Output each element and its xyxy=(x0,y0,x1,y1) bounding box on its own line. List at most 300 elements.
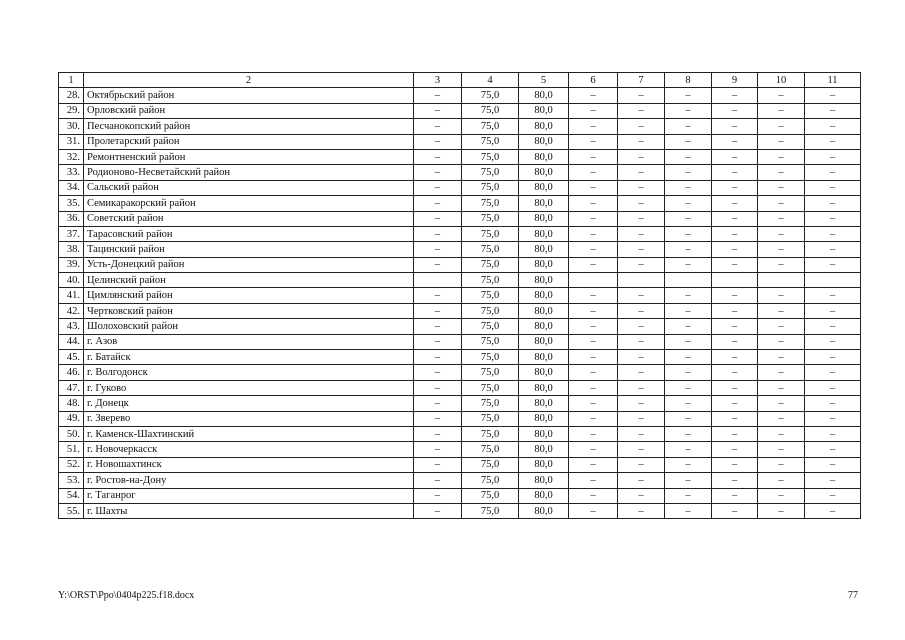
table-row xyxy=(59,473,861,488)
district-name: Целинский район xyxy=(84,273,414,288)
cell-col-8: – xyxy=(665,88,712,103)
cell-col-11: – xyxy=(805,396,861,411)
cell-col-11: – xyxy=(805,226,861,241)
cell-col-5: 80,0 xyxy=(519,88,569,103)
table-row xyxy=(59,273,861,288)
table-row xyxy=(59,303,861,318)
cell-col-3: – xyxy=(414,380,462,395)
cell-col-3: – xyxy=(414,226,462,241)
table-row xyxy=(59,257,861,272)
cell-col-11: – xyxy=(805,457,861,472)
cell-col-7: – xyxy=(618,380,665,395)
district-name: Октябрьский район xyxy=(84,88,414,103)
cell-col-10: – xyxy=(758,196,805,211)
cell-col-9: – xyxy=(712,119,758,134)
cell-col-8: – xyxy=(665,165,712,180)
cell-col-9: – xyxy=(712,180,758,195)
cell-col-8: – xyxy=(665,196,712,211)
cell-col-11: – xyxy=(805,365,861,380)
cell-col-10: – xyxy=(758,411,805,426)
cell-col-6: – xyxy=(569,411,618,426)
district-name: Тацинский район xyxy=(84,242,414,257)
cell-col-9: – xyxy=(712,380,758,395)
cell-col-11: – xyxy=(805,242,861,257)
cell-col-10: – xyxy=(758,134,805,149)
column-header-4: 4 xyxy=(462,73,519,88)
row-number: 50. xyxy=(59,426,84,441)
cell-col-9 xyxy=(712,273,758,288)
district-name: Усть-Донецкий район xyxy=(84,257,414,272)
row-number: 37. xyxy=(59,226,84,241)
cell-col-9: – xyxy=(712,411,758,426)
cell-col-3: – xyxy=(414,242,462,257)
cell-col-6: – xyxy=(569,165,618,180)
cell-col-4: 75,0 xyxy=(462,288,519,303)
cell-col-7: – xyxy=(618,242,665,257)
column-header-2: 2 xyxy=(84,73,414,88)
row-number: 33. xyxy=(59,165,84,180)
cell-col-6: – xyxy=(569,442,618,457)
cell-col-4: 75,0 xyxy=(462,103,519,118)
cell-col-4: 75,0 xyxy=(462,242,519,257)
cell-col-7: – xyxy=(618,180,665,195)
table-row xyxy=(59,134,861,149)
row-number: 31. xyxy=(59,134,84,149)
cell-col-8: – xyxy=(665,226,712,241)
table-row xyxy=(59,180,861,195)
table-row xyxy=(59,396,861,411)
cell-col-5: 80,0 xyxy=(519,257,569,272)
cell-col-10: – xyxy=(758,242,805,257)
row-number: 46. xyxy=(59,365,84,380)
cell-col-9: – xyxy=(712,303,758,318)
cell-col-9: – xyxy=(712,103,758,118)
column-header-5: 5 xyxy=(519,73,569,88)
cell-col-4: 75,0 xyxy=(462,350,519,365)
cell-col-8: – xyxy=(665,488,712,503)
cell-col-6: – xyxy=(569,488,618,503)
cell-col-4: 75,0 xyxy=(462,426,519,441)
cell-col-4: 75,0 xyxy=(462,273,519,288)
cell-col-11: – xyxy=(805,503,861,518)
cell-col-8: – xyxy=(665,411,712,426)
cell-col-10: – xyxy=(758,334,805,349)
cell-col-3: – xyxy=(414,257,462,272)
cell-col-4: 75,0 xyxy=(462,257,519,272)
district-name: г. Каменск-Шахтинский xyxy=(84,426,414,441)
cell-col-4: 75,0 xyxy=(462,303,519,318)
cell-col-11: – xyxy=(805,380,861,395)
cell-col-6: – xyxy=(569,134,618,149)
cell-col-10: – xyxy=(758,180,805,195)
cell-col-8: – xyxy=(665,473,712,488)
cell-col-9: – xyxy=(712,442,758,457)
cell-col-6 xyxy=(569,273,618,288)
cell-col-5: 80,0 xyxy=(519,273,569,288)
district-name: Семикаракорский район xyxy=(84,196,414,211)
cell-col-7: – xyxy=(618,196,665,211)
cell-col-7: – xyxy=(618,488,665,503)
cell-col-5: 80,0 xyxy=(519,503,569,518)
cell-col-8 xyxy=(665,273,712,288)
cell-col-8: – xyxy=(665,503,712,518)
table-row xyxy=(59,242,861,257)
cell-col-7: – xyxy=(618,257,665,272)
cell-col-10: – xyxy=(758,319,805,334)
table-row xyxy=(59,426,861,441)
cell-col-11: – xyxy=(805,196,861,211)
table-row xyxy=(59,334,861,349)
cell-col-4: 75,0 xyxy=(462,442,519,457)
cell-col-3: – xyxy=(414,134,462,149)
row-number: 54. xyxy=(59,488,84,503)
cell-col-3: – xyxy=(414,319,462,334)
cell-col-7: – xyxy=(618,319,665,334)
cell-col-4: 75,0 xyxy=(462,149,519,164)
cell-col-7: – xyxy=(618,303,665,318)
cell-col-6: – xyxy=(569,503,618,518)
cell-col-4: 75,0 xyxy=(462,488,519,503)
cell-col-6: – xyxy=(569,196,618,211)
district-name: Ремонтненский район xyxy=(84,149,414,164)
row-number: 48. xyxy=(59,396,84,411)
cell-col-6: – xyxy=(569,473,618,488)
cell-col-5: 80,0 xyxy=(519,365,569,380)
cell-col-9: – xyxy=(712,334,758,349)
cell-col-7: – xyxy=(618,365,665,380)
cell-col-3: – xyxy=(414,211,462,226)
cell-col-5: 80,0 xyxy=(519,103,569,118)
table-row xyxy=(59,88,861,103)
district-name: г. Ростов-на-Дону xyxy=(84,473,414,488)
cell-col-7: – xyxy=(618,165,665,180)
cell-col-4: 75,0 xyxy=(462,334,519,349)
column-header-9: 9 xyxy=(712,73,758,88)
table-row xyxy=(59,211,861,226)
cell-col-10: – xyxy=(758,211,805,226)
cell-col-10: – xyxy=(758,365,805,380)
cell-col-3: – xyxy=(414,180,462,195)
district-name: Орловский район xyxy=(84,103,414,118)
column-header-7: 7 xyxy=(618,73,665,88)
cell-col-6: – xyxy=(569,119,618,134)
row-number: 44. xyxy=(59,334,84,349)
cell-col-3: – xyxy=(414,88,462,103)
table-row xyxy=(59,488,861,503)
cell-col-8: – xyxy=(665,134,712,149)
cell-col-11: – xyxy=(805,473,861,488)
district-name: Песчанокопский район xyxy=(84,119,414,134)
footer-file-path: Y:\ORST\Ppo\0404p225.f18.docx xyxy=(58,590,195,601)
cell-col-8: – xyxy=(665,334,712,349)
cell-col-3: – xyxy=(414,288,462,303)
column-header-11: 11 xyxy=(805,73,861,88)
cell-col-9: – xyxy=(712,196,758,211)
cell-col-6: – xyxy=(569,180,618,195)
cell-col-5: 80,0 xyxy=(519,319,569,334)
cell-col-5: 80,0 xyxy=(519,488,569,503)
cell-col-9: – xyxy=(712,319,758,334)
cell-col-6: – xyxy=(569,303,618,318)
cell-col-4: 75,0 xyxy=(462,226,519,241)
cell-col-5: 80,0 xyxy=(519,380,569,395)
cell-col-11: – xyxy=(805,88,861,103)
cell-col-9: – xyxy=(712,365,758,380)
cell-col-7: – xyxy=(618,226,665,241)
cell-col-7: – xyxy=(618,350,665,365)
table-row xyxy=(59,226,861,241)
cell-col-5: 80,0 xyxy=(519,242,569,257)
row-number: 39. xyxy=(59,257,84,272)
cell-col-6: – xyxy=(569,319,618,334)
cell-col-4: 75,0 xyxy=(462,196,519,211)
cell-col-5: 80,0 xyxy=(519,303,569,318)
row-number: 30. xyxy=(59,119,84,134)
district-name: г. Таганрог xyxy=(84,488,414,503)
cell-col-10: – xyxy=(758,457,805,472)
row-number: 36. xyxy=(59,211,84,226)
cell-col-10: – xyxy=(758,88,805,103)
cell-col-9: – xyxy=(712,226,758,241)
cell-col-7: – xyxy=(618,473,665,488)
cell-col-6: – xyxy=(569,257,618,272)
table-row xyxy=(59,365,861,380)
cell-col-10: – xyxy=(758,257,805,272)
cell-col-9: – xyxy=(712,426,758,441)
row-number: 42. xyxy=(59,303,84,318)
table-row xyxy=(59,165,861,180)
cell-col-8: – xyxy=(665,303,712,318)
cell-col-6: – xyxy=(569,211,618,226)
cell-col-8: – xyxy=(665,365,712,380)
cell-col-4: 75,0 xyxy=(462,503,519,518)
district-name: Чертковский район xyxy=(84,303,414,318)
cell-col-11: – xyxy=(805,119,861,134)
cell-col-10: – xyxy=(758,303,805,318)
table-row xyxy=(59,503,861,518)
cell-col-11: – xyxy=(805,319,861,334)
cell-col-3: – xyxy=(414,303,462,318)
cell-col-11: – xyxy=(805,180,861,195)
cell-col-7: – xyxy=(618,103,665,118)
cell-col-5: 80,0 xyxy=(519,334,569,349)
district-name: г. Зверево xyxy=(84,411,414,426)
cell-col-7: – xyxy=(618,149,665,164)
cell-col-9: – xyxy=(712,396,758,411)
cell-col-7: – xyxy=(618,334,665,349)
cell-col-3: – xyxy=(414,350,462,365)
cell-col-11: – xyxy=(805,211,861,226)
cell-col-4: 75,0 xyxy=(462,380,519,395)
cell-col-5: 80,0 xyxy=(519,149,569,164)
cell-col-6: – xyxy=(569,242,618,257)
cell-col-6: – xyxy=(569,149,618,164)
cell-col-10: – xyxy=(758,226,805,241)
cell-col-5: 80,0 xyxy=(519,426,569,441)
cell-col-11: – xyxy=(805,350,861,365)
cell-col-9: – xyxy=(712,134,758,149)
district-name: Цимлянский район xyxy=(84,288,414,303)
cell-col-11: – xyxy=(805,426,861,441)
cell-col-5: 80,0 xyxy=(519,288,569,303)
table-row xyxy=(59,119,861,134)
row-number: 55. xyxy=(59,503,84,518)
cell-col-10: – xyxy=(758,473,805,488)
table-row xyxy=(59,442,861,457)
cell-col-3: – xyxy=(414,457,462,472)
district-name: Пролетарский район xyxy=(84,134,414,149)
cell-col-6: – xyxy=(569,426,618,441)
cell-col-6: – xyxy=(569,365,618,380)
cell-col-10: – xyxy=(758,488,805,503)
cell-col-8: – xyxy=(665,257,712,272)
cell-col-5: 80,0 xyxy=(519,442,569,457)
cell-col-11: – xyxy=(805,442,861,457)
cell-col-8: – xyxy=(665,149,712,164)
table-row xyxy=(59,196,861,211)
row-number: 41. xyxy=(59,288,84,303)
cell-col-3: – xyxy=(414,196,462,211)
cell-col-8: – xyxy=(665,211,712,226)
row-number: 53. xyxy=(59,473,84,488)
cell-col-4: 75,0 xyxy=(462,119,519,134)
cell-col-4: 75,0 xyxy=(462,396,519,411)
cell-col-6: – xyxy=(569,288,618,303)
cell-col-7: – xyxy=(618,442,665,457)
cell-col-10: – xyxy=(758,149,805,164)
row-number: 47. xyxy=(59,380,84,395)
cell-col-3 xyxy=(414,273,462,288)
cell-col-5: 80,0 xyxy=(519,211,569,226)
cell-col-6: – xyxy=(569,350,618,365)
cell-col-8: – xyxy=(665,180,712,195)
cell-col-5: 80,0 xyxy=(519,165,569,180)
district-name: г. Азов xyxy=(84,334,414,349)
cell-col-5: 80,0 xyxy=(519,473,569,488)
table-row xyxy=(59,411,861,426)
cell-col-11: – xyxy=(805,411,861,426)
cell-col-3: – xyxy=(414,503,462,518)
district-name: г. Шахты xyxy=(84,503,414,518)
cell-col-7: – xyxy=(618,119,665,134)
cell-col-9: – xyxy=(712,149,758,164)
cell-col-4: 75,0 xyxy=(462,319,519,334)
column-header-6: 6 xyxy=(569,73,618,88)
cell-col-5: 80,0 xyxy=(519,180,569,195)
cell-col-3: – xyxy=(414,149,462,164)
cell-col-9: – xyxy=(712,457,758,472)
cell-col-4: 75,0 xyxy=(462,211,519,226)
column-header-1: 1 xyxy=(59,73,84,88)
table-row xyxy=(59,350,861,365)
cell-col-10: – xyxy=(758,165,805,180)
district-name: Шолоховский район xyxy=(84,319,414,334)
cell-col-6: – xyxy=(569,103,618,118)
cell-col-7: – xyxy=(618,396,665,411)
row-number: 35. xyxy=(59,196,84,211)
row-number: 29. xyxy=(59,103,84,118)
cell-col-7: – xyxy=(618,288,665,303)
cell-col-9: – xyxy=(712,503,758,518)
cell-col-8: – xyxy=(665,319,712,334)
cell-col-10: – xyxy=(758,350,805,365)
cell-col-9: – xyxy=(712,211,758,226)
cell-col-4: 75,0 xyxy=(462,134,519,149)
cell-col-11: – xyxy=(805,165,861,180)
cell-col-10: – xyxy=(758,442,805,457)
district-name: г. Новочеркасск xyxy=(84,442,414,457)
cell-col-10: – xyxy=(758,396,805,411)
district-name: Родионово-Несветайский район xyxy=(84,165,414,180)
cell-col-11: – xyxy=(805,149,861,164)
cell-col-6: – xyxy=(569,88,618,103)
cell-col-10: – xyxy=(758,380,805,395)
cell-col-7: – xyxy=(618,411,665,426)
cell-col-8: – xyxy=(665,350,712,365)
table-row xyxy=(59,149,861,164)
cell-col-3: – xyxy=(414,426,462,441)
cell-col-7: – xyxy=(618,134,665,149)
cell-col-6: – xyxy=(569,380,618,395)
row-number: 32. xyxy=(59,149,84,164)
cell-col-9: – xyxy=(712,88,758,103)
cell-col-7: – xyxy=(618,457,665,472)
cell-col-7: – xyxy=(618,503,665,518)
row-number: 51. xyxy=(59,442,84,457)
cell-col-8: – xyxy=(665,442,712,457)
row-number: 40. xyxy=(59,273,84,288)
table-row xyxy=(59,380,861,395)
cell-col-3: – xyxy=(414,396,462,411)
table-row xyxy=(59,288,861,303)
cell-col-11: – xyxy=(805,134,861,149)
cell-col-5: 80,0 xyxy=(519,411,569,426)
cell-col-5: 80,0 xyxy=(519,134,569,149)
cell-col-10: – xyxy=(758,103,805,118)
cell-col-4: 75,0 xyxy=(462,165,519,180)
cell-col-3: – xyxy=(414,488,462,503)
column-header-3: 3 xyxy=(414,73,462,88)
cell-col-8: – xyxy=(665,426,712,441)
cell-col-3: – xyxy=(414,365,462,380)
cell-col-10: – xyxy=(758,288,805,303)
table-row xyxy=(59,319,861,334)
cell-col-8: – xyxy=(665,457,712,472)
cell-col-11 xyxy=(805,273,861,288)
cell-col-4: 75,0 xyxy=(462,411,519,426)
cell-col-3: – xyxy=(414,411,462,426)
cell-col-7: – xyxy=(618,211,665,226)
cell-col-9: – xyxy=(712,350,758,365)
cell-col-9: – xyxy=(712,288,758,303)
cell-col-7: – xyxy=(618,88,665,103)
cell-col-4: 75,0 xyxy=(462,365,519,380)
cell-col-7: – xyxy=(618,426,665,441)
cell-col-10: – xyxy=(758,426,805,441)
cell-col-3: – xyxy=(414,165,462,180)
district-name: Советский район xyxy=(84,211,414,226)
table-row xyxy=(59,103,861,118)
cell-col-4: 75,0 xyxy=(462,457,519,472)
cell-col-8: – xyxy=(665,288,712,303)
cell-col-9: – xyxy=(712,242,758,257)
cell-col-11: – xyxy=(805,303,861,318)
row-number: 49. xyxy=(59,411,84,426)
cell-col-3: – xyxy=(414,103,462,118)
table-row xyxy=(59,457,861,472)
row-number: 52. xyxy=(59,457,84,472)
cell-col-5: 80,0 xyxy=(519,396,569,411)
